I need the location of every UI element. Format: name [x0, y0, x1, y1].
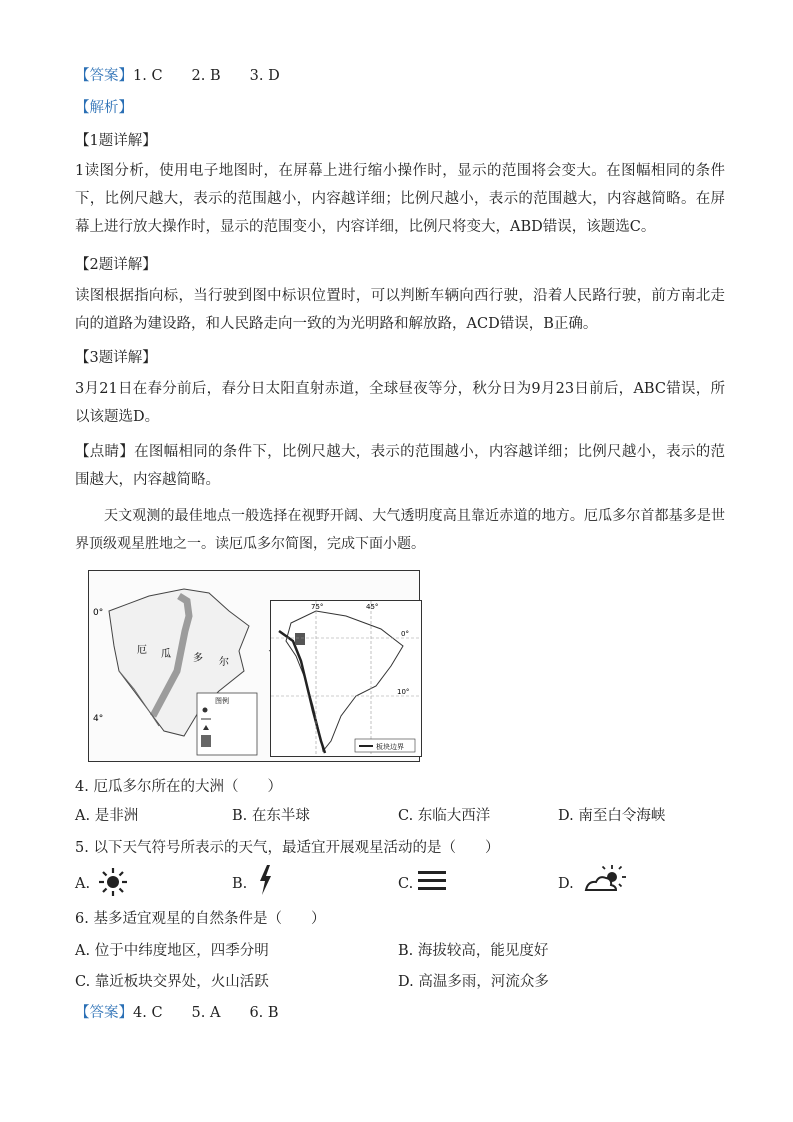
q3-heading: 【3题详解】 [75, 350, 157, 366]
answer-text-2: 4. C 5. A 6. B [133, 1005, 279, 1021]
lon-75-label: 75° [311, 603, 324, 611]
q6-stem: 6. 基多适宜观星的自然条件是（ ） [75, 911, 326, 927]
q5-option-c[interactable] [398, 874, 413, 894]
q2-explanation: 读图根据指向标，当行驶到图中标识位置时，可以判断车辆向西行驶，沿着人民路行驶，前方南北走向的道路为建设路，和人民路走向一致的为光明路和解放路，ACD错误，B正确。 [75, 288, 725, 332]
legend-title: 图例 [215, 697, 229, 705]
country-char-1: 厄 [137, 645, 147, 656]
lat-0-label: 0° [93, 608, 104, 618]
q5-option-b[interactable] [232, 874, 247, 894]
q4-option-b[interactable]: B. 在东半球 [232, 808, 310, 824]
answer-line-1 [75, 66, 280, 86]
tip-paragraph [75, 438, 725, 494]
cloudy-sun-icon [584, 864, 626, 894]
q5-option-a-label: A. [75, 876, 91, 892]
q6-option-a[interactable]: A. 位于中纬度地区，四季分明 [75, 943, 269, 959]
answer-tag-2: 【答案】 [75, 1005, 133, 1021]
q4-option-a[interactable]: A. 是非洲 [75, 808, 139, 824]
q5-option-d[interactable] [558, 874, 574, 894]
answer-line-2 [75, 1003, 279, 1023]
q5-option-c-label: C. [398, 876, 414, 892]
tip-tag: 【点睛】 [75, 444, 135, 460]
inset-lat-10-label: 10° [397, 688, 410, 696]
south-america-inset [270, 600, 422, 757]
answer-text: 1. C 2. B 3. D [133, 68, 280, 84]
country-char-3: 多 [193, 653, 203, 664]
plate-boundary-legend: 板块边界 [376, 743, 404, 751]
q5-option-b-label: B. [232, 876, 248, 892]
q6-option-d[interactable]: D. 高温多雨，河流众多 [398, 974, 549, 990]
tip-text: 在图幅相同的条件下，比例尺越大，表示的范围越小，内容越详细；比例尺越小，表示的范围越大，内容越简略。 [75, 444, 726, 488]
q1-explanation: 1读图分析，使用电子地图时，在屏幕上进行缩小操作时，显示的范围将会变大。在图幅相同的条件下，比例尺越大，表示的范围越小，内容越详细；比例尺越小，表示的范围越大，内容越简略。在屏幕上进行放大操作时，显示的范围变小，内容详细，比例尺将变大，ABD错误，该题选C。 [75, 163, 725, 235]
lightning-icon [257, 864, 273, 896]
q6-option-c[interactable]: C. 靠近板块交界处，火山活跃 [75, 974, 269, 990]
south-america-map [271, 601, 421, 756]
q5-option-a[interactable] [75, 874, 90, 894]
q4-option-c[interactable]: C. 东临大西洋 [398, 808, 491, 824]
q6-option-b[interactable]: B. 海拔较高，能见度好 [398, 943, 549, 959]
intro-paragraph: 天文观测的最佳地点一般选择在视野开阔、大气透明度高且靠近赤道的地方。厄瓜多尔首都基多是世界顶级观星胜地之一。读厄瓜多尔简图，完成下面小题。 [75, 508, 725, 552]
inset-lat-0-label: 0° [401, 630, 409, 638]
fog-icon [418, 869, 446, 893]
q2-heading: 【2题详解】 [75, 257, 157, 273]
country-char-2: 瓜 [161, 649, 171, 660]
q5-stem: 5. 以下天气符号所表示的天气，最适宜开展观星活动的是（ ） [75, 840, 500, 856]
lat-4-label: 4° [93, 714, 104, 724]
q1-heading: 【1题详解】 [75, 133, 157, 149]
analysis-tag: 【解析】 [75, 100, 133, 116]
q4-stem: 4. 厄瓜多尔所在的大洲（ ） [75, 779, 282, 795]
q4-option-d[interactable]: D. 南至白令海峡 [558, 808, 666, 824]
lon-45-label: 45° [366, 603, 379, 611]
sun-icon [97, 866, 129, 898]
q5-option-d-label: D. [558, 876, 574, 892]
country-char-4: 尔 [219, 657, 229, 668]
q3-explanation: 3月21日在春分前后，春分日太阳直射赤道，全球昼夜等分，秋分日为9月23日前后，ABC错误，所以该题选D。 [75, 381, 725, 425]
answer-tag: 【答案】 [75, 68, 133, 84]
